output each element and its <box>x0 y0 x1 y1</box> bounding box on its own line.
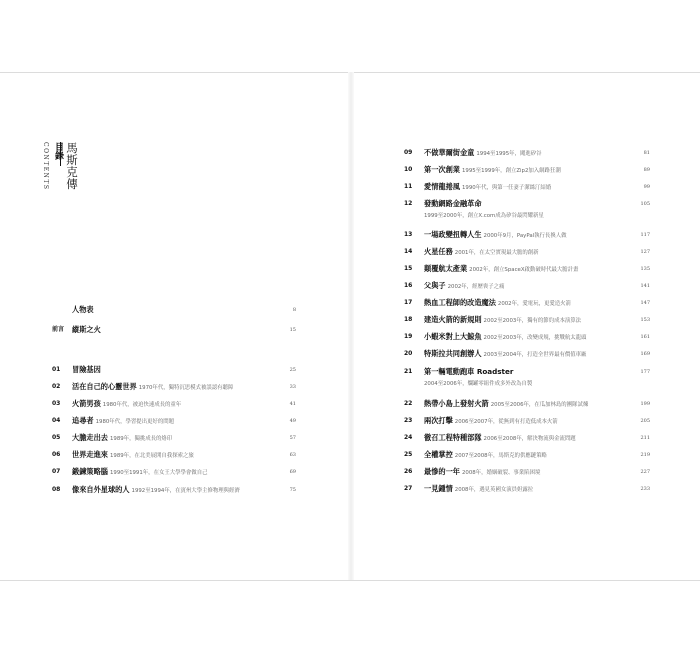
entry-page: 227 <box>640 469 650 475</box>
entry-title: 父與子 2002年，經歷喪子之痛 <box>424 281 505 290</box>
entry-number: 21 <box>404 368 413 375</box>
entry-number: 25 <box>404 451 413 458</box>
entry-number: 24 <box>404 434 413 441</box>
entry-title: 一場政變扭轉人生 2000年9月，PayPal執行長換人做 <box>424 230 567 239</box>
entry-title: 追尋者 1980年代，學習提出更好的問題 <box>72 416 174 425</box>
entry-number: 26 <box>404 468 413 475</box>
entry-desc: 2003至2004年，打造全世界最有價值車廠 <box>483 352 587 358</box>
entry-page: 219 <box>640 452 650 458</box>
entry-desc: 1994至1995年，闖進矽谷 <box>476 151 542 157</box>
entry-page: 57 <box>289 435 296 441</box>
entry-number: 02 <box>52 383 61 390</box>
toc-entry[interactable] <box>404 348 650 360</box>
entry-page: 161 <box>640 334 650 340</box>
entry-title: 人物表 <box>72 305 94 314</box>
toc-entry[interactable] <box>404 466 650 478</box>
entry-page: 99 <box>643 184 650 190</box>
entry-page: 25 <box>289 367 296 373</box>
entry-number: 01 <box>52 366 61 373</box>
entry-number: 20 <box>404 350 413 357</box>
entry-title: 第一輛電動跑車 Roadster <box>424 367 514 376</box>
entry-title: 火箭男孩 1980年代，被迫快速成長的童年 <box>72 399 182 408</box>
entry-page: 75 <box>289 487 296 493</box>
entry-title: 發動網路金融革命 <box>424 199 482 208</box>
entry-title: 愛情龍捲風 1990年代，與第一任妻子潔絲汀結婚 <box>424 182 552 191</box>
entry-desc: 1970年代，獨特沉思模式被誤認有聽障 <box>138 385 234 391</box>
entry-number: 14 <box>404 248 413 255</box>
entry-page: 153 <box>640 317 650 323</box>
entry-desc: 2006至2008年，解決物流與金流問題 <box>483 436 576 442</box>
toc-entry[interactable] <box>52 466 296 478</box>
toc-entry[interactable] <box>404 181 650 193</box>
toc-entry[interactable] <box>404 164 650 176</box>
toc-entry[interactable] <box>404 483 650 495</box>
entry-desc: 1992至1994年，在賓州大學主修物理與經濟 <box>131 488 240 494</box>
entry-number: 05 <box>52 434 61 441</box>
entry-number: 23 <box>404 417 413 424</box>
entry-desc: 1995至1999年，創立Zip2加入網路狂潮 <box>461 168 561 174</box>
entry-title: 全權掌控 2007至2008年，馬斯克的供應鏈策略 <box>424 450 547 459</box>
entry-desc: 2004至2006年，爛罐零組件成多外改為自製 <box>424 381 533 387</box>
entry-desc: 2002年，創立SpaceX啟動破時代最大膽計畫 <box>469 267 579 273</box>
entry-title: 熱帶小島上發射火箭 2005至2006年，在瓜加林島的團隊試煉 <box>424 399 589 408</box>
bottom-border <box>0 580 700 581</box>
entry-desc: 2005至2006年，在瓜加林島的團隊試煉 <box>490 402 589 408</box>
entry-number: 13 <box>404 231 413 238</box>
entry-title: 火星任務 2001年，在太空實現最大膽的創新 <box>424 247 539 256</box>
entry-title: 一見鍾情 2008年，遇見英國女演員妲露拉 <box>424 484 534 493</box>
toc-entry[interactable] <box>52 381 296 393</box>
toc-entry[interactable] <box>404 147 650 159</box>
toc-entry[interactable] <box>52 398 296 410</box>
toc-entry[interactable] <box>404 246 650 258</box>
entry-page: 141 <box>640 283 650 289</box>
toc-entry[interactable] <box>404 331 650 343</box>
toc-entry[interactable] <box>404 280 650 292</box>
entry-number: 17 <box>404 299 413 306</box>
entry-number: 前言 <box>52 326 65 333</box>
toc-entry[interactable] <box>52 324 296 336</box>
book-gutter <box>348 72 354 580</box>
entry-desc: 2002至2003年，改變成規，挑戰航太龍頭 <box>483 335 587 341</box>
entry-desc: 2002年，愛電玩，更愛造火箭 <box>497 301 571 307</box>
entry-desc: 1980年代，學習提出更好的問題 <box>95 419 174 425</box>
entry-page: 63 <box>289 452 296 458</box>
entry-page: 135 <box>640 266 650 272</box>
toc-entry[interactable] <box>404 297 650 309</box>
entry-page: 81 <box>643 150 650 156</box>
entry-desc: 2002年，經歷喪子之痛 <box>447 284 505 290</box>
toc-entry[interactable] <box>404 229 650 241</box>
entry-desc: 2000年9月，PayPal執行長換人做 <box>483 233 567 239</box>
entry-page: 127 <box>640 249 650 255</box>
entry-desc: 1999至2000年，創立X.com成為矽谷最閃耀新星 <box>424 213 544 219</box>
entry-number: 10 <box>404 166 413 173</box>
entry-page: 33 <box>289 384 296 390</box>
entry-desc: 2008年，遇見英國女演員妲露拉 <box>454 487 534 493</box>
toc-entry[interactable] <box>404 398 650 410</box>
toc-entry[interactable] <box>52 415 296 427</box>
toc-entry[interactable] <box>404 314 650 326</box>
toc-entry[interactable] <box>52 484 296 496</box>
entry-number: 07 <box>52 468 61 475</box>
entry-number: 09 <box>404 149 413 156</box>
toc-entry[interactable] <box>52 364 296 376</box>
entry-title: 第一次創業 1995至1999年，創立Zip2加入網路狂潮 <box>424 165 561 174</box>
toc-entry[interactable] <box>52 449 296 461</box>
entry-desc: 1990至1991年，在女王大學學會做自己 <box>109 470 208 476</box>
entry-desc: 1980年代，被迫快速成長的童年 <box>102 402 182 408</box>
entry-page: 199 <box>640 401 650 407</box>
entry-number: 06 <box>52 451 61 458</box>
entry-page: 15 <box>289 327 296 333</box>
entry-desc: 2002至2003年，獨有的節約成本演算法 <box>483 318 582 324</box>
entry-title: 小蝦米對上大鯨魚 2002至2003年，改變成規，挑戰航太龍頭 <box>424 332 587 341</box>
entry-page: 117 <box>640 232 650 238</box>
entry-page: 205 <box>640 418 650 424</box>
entry-number: 18 <box>404 316 413 323</box>
entry-number: 16 <box>404 282 413 289</box>
entry-title: 不做華爾街金童 1994至1995年，闖進矽谷 <box>424 148 542 157</box>
toc-entry[interactable] <box>404 432 650 444</box>
entry-desc: 1989年，獨挑成長的烙印 <box>109 436 173 442</box>
book-title: 馬斯克傳 <box>65 142 79 190</box>
entry-number: 11 <box>404 183 413 190</box>
entry-page: 211 <box>640 435 650 441</box>
entry-number: 04 <box>52 417 61 424</box>
toc-entry[interactable] <box>404 415 650 427</box>
entry-title: 最慘的一年 2008年，婚姻破裂、事業陷困境 <box>424 467 541 476</box>
entry-desc: 2007至2008年，馬斯克的供應鏈策略 <box>454 453 547 459</box>
entry-title: 縱斯之火 <box>72 325 101 334</box>
entry-number: 12 <box>404 200 413 207</box>
toc-entry[interactable] <box>404 263 650 275</box>
entry-desc: 1989年，在北美展開自我探索之旅 <box>109 453 194 459</box>
entry-title: 徹召工程特種部隊 2006至2008年，解決物流與金流問題 <box>424 433 576 442</box>
entry-title: 建造火箭的新規則 2002至2003年，獨有的節約成本演算法 <box>424 315 582 324</box>
entry-title: 世界走進來 1989年，在北美展開自我探索之旅 <box>72 450 194 459</box>
entry-number: 27 <box>404 485 413 492</box>
entry-number: 19 <box>404 333 413 340</box>
entry-desc: 2006至2007年，從無到有打造低成本火箭 <box>454 419 558 425</box>
entry-page: 233 <box>640 486 650 492</box>
entry-desc: 2001年，在太空實現最大膽的創新 <box>454 250 539 256</box>
entry-title: 兩次打擊 2006至2007年，從無到有打造低成本火箭 <box>424 416 558 425</box>
entry-number: 08 <box>52 486 61 493</box>
toc-entry[interactable] <box>52 432 296 444</box>
entry-title: 大膽走出去 1989年，獨挑成長的烙印 <box>72 433 173 442</box>
toc-label-en: CONTENTS <box>42 142 49 191</box>
entry-title: 顛覆航太產業 2002年，創立SpaceX啟動破時代最大膽計畫 <box>424 264 579 273</box>
toc-label: 目錄 <box>53 142 63 160</box>
entry-page: 105 <box>640 201 650 207</box>
entry-title: 冒險基因 <box>72 365 101 374</box>
entry-number: 03 <box>52 400 61 407</box>
toc-entry[interactable] <box>404 198 650 219</box>
entry-number: 15 <box>404 265 413 272</box>
entry-page: 169 <box>640 351 650 357</box>
entry-page: 41 <box>289 401 296 407</box>
entry-desc: 1990年代，與第一任妻子潔絲汀結婚 <box>461 185 552 191</box>
entry-title: 活在自己的心靈世界 1970年代，獨特沉思模式被誤認有聽障 <box>72 382 234 391</box>
entry-page: 49 <box>289 418 296 424</box>
entry-page: 89 <box>643 167 650 173</box>
toc-entry[interactable] <box>404 449 650 461</box>
entry-page: 69 <box>289 469 296 475</box>
entry-number: 22 <box>404 400 413 407</box>
entry-title: 鍛鍊策略腦 1990至1991年，在女王大學學會做自己 <box>72 467 208 476</box>
toc-entry[interactable] <box>52 304 296 316</box>
entry-page: 147 <box>640 300 650 306</box>
entry-title: 特斯拉共同創辦人 2003至2004年，打造全世界最有價值車廠 <box>424 349 587 358</box>
entry-title: 像來自外星球的人 1992至1994年，在賓州大學主修物理與經濟 <box>72 485 240 494</box>
toc-entry[interactable] <box>404 366 650 387</box>
entry-page: 177 <box>640 369 650 375</box>
entry-desc: 2008年，婚姻破裂、事業陷困境 <box>461 470 541 476</box>
entry-page: 8 <box>292 307 296 313</box>
entry-title: 熱血工程師的改造魔法 2002年，愛電玩，更愛造火箭 <box>424 298 571 307</box>
